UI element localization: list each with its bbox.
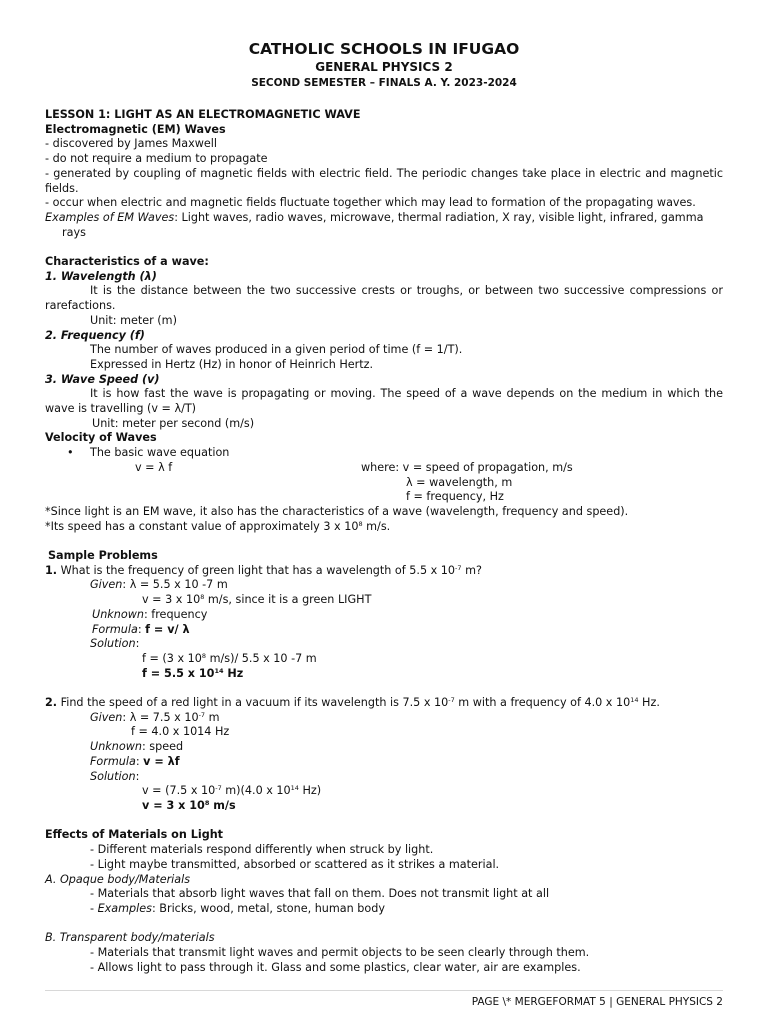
- examples-text: : Light waves, radio waves, microwave, thermal radiation, X ray, visible light, infrared, gamma: [174, 210, 704, 224]
- subject-title: GENERAL PHYSICS 2: [315, 60, 453, 74]
- velocity-bullet: [45, 446, 723, 461]
- problem-2-exponent-1: -7: [448, 696, 455, 705]
- answer-text: v = 3 x 10: [142, 799, 205, 812]
- given-value: : λ = 7.5 x 10: [122, 710, 199, 724]
- note2-unit: m/s.: [362, 519, 391, 533]
- frequency-title: 2. Frequency (f): [45, 328, 145, 342]
- sol-text: f = (3 x 10: [142, 651, 202, 665]
- velocity-bullet-text: The basic wave equation: [90, 446, 230, 460]
- given-label: Given: [90, 578, 123, 592]
- sol-exponent-1: -7: [215, 784, 222, 793]
- problem-2-unknown: [45, 740, 723, 755]
- velocity-note-1: *Since light is an EM wave, it also has the characteristics of a wave (wavelength, frequency and speed).: [45, 504, 629, 518]
- problem-2-question: [45, 696, 723, 711]
- em-point-4: - occur when electric and magnetic fields fluctuate together which may lead to formation of the propagating waves.: [45, 196, 696, 210]
- em-point-1: - discovered by James Maxwell: [45, 137, 218, 151]
- problem-1-solution: [45, 637, 723, 652]
- effects-line-1: - Different materials respond differently when struck by light.: [90, 843, 434, 857]
- problem-1-solution-step: [45, 652, 723, 667]
- wavelength-unit: Unit: meter (m): [90, 313, 177, 327]
- problem-1-given: [45, 578, 723, 593]
- note2-exponent: 8: [358, 519, 363, 528]
- problem-2-solution-step: [45, 784, 723, 799]
- solution-label: Solution: [90, 769, 136, 783]
- problem-1-number: 1.: [45, 563, 58, 577]
- problem-2-number: 2.: [45, 696, 58, 710]
- speed-desc: It is how fast the wave is propagating or moving. The speed of a wave depends on the medium in which the wave is travelling (v = λ/T): [45, 387, 723, 416]
- bullet-icon: •: [67, 446, 74, 460]
- opaque-title: A. Opaque body/Materials: [45, 872, 191, 886]
- where-v: where: v = speed of propagation, m/s: [361, 460, 573, 474]
- opaque-line-2: [45, 902, 723, 917]
- em-point-2: - do not require a medium to propagate: [45, 152, 268, 166]
- examples-label: Examples of EM Waves: [45, 210, 175, 224]
- answer-exponent: 14: [214, 666, 224, 675]
- problem-2-solution: [45, 770, 723, 785]
- sol-text-c: Hz): [298, 784, 322, 798]
- spacer: [45, 240, 723, 255]
- problem-2-exponent-2: 14: [630, 696, 639, 705]
- wavelength-title: 1. Wavelength (λ): [45, 269, 157, 283]
- formula-label: Formula: [90, 754, 136, 768]
- speed-title: 3. Wave Speed (v): [45, 372, 160, 386]
- lesson-title: LESSON 1: LIGHT AS AN ELECTROMAGNETIC WAVE: [45, 108, 361, 121]
- given-value: : λ = 5.5 x 10 -7 m: [122, 578, 228, 592]
- velocity-heading: Velocity of Waves: [45, 431, 157, 445]
- document-page: [45, 40, 723, 975]
- problem-2-text: Find the speed of a red light in a vacuum if its wavelength is 7.5 x 10: [57, 696, 449, 710]
- problem-2-mid: m with a frequency of 4.0 x 10: [454, 696, 631, 710]
- given2-exponent: 8: [200, 593, 205, 602]
- problem-1-exponent: -7: [455, 563, 462, 572]
- speed-unit: Unit: meter per second (m/s): [92, 416, 255, 430]
- answer-unit: m/s: [209, 799, 236, 812]
- em-examples-cont: rays: [62, 225, 86, 239]
- em-examples: [45, 211, 723, 226]
- problem-2-given-2: f = 4.0 x 1014 Hz: [131, 725, 230, 739]
- spacer: [45, 814, 723, 829]
- unknown-value: : frequency: [143, 607, 208, 621]
- given2-post: m/s, since it is a green LIGHT: [204, 593, 372, 607]
- problem-1-unknown: [45, 608, 723, 623]
- formula-value: f = v/ λ: [145, 622, 190, 636]
- examples-label: Examples: [97, 901, 152, 915]
- formula-sep: :: [137, 622, 146, 636]
- solution-sep: :: [135, 637, 140, 651]
- sol-exponent: 8: [201, 651, 207, 660]
- dash: -: [90, 901, 98, 915]
- footer-text: PAGE \* MERGEFORMAT 5 | GENERAL PHYSICS 2: [471, 996, 723, 1008]
- term-title: SECOND SEMESTER – FINALS A. Y. 2023-2024: [251, 77, 517, 89]
- frequency-unit: Expressed in Hertz (Hz) in honor of Heinrich Hertz.: [90, 357, 374, 371]
- problem-1-given-2: [45, 593, 723, 608]
- examples-text: : Bricks, wood, metal, stone, human body: [151, 901, 385, 915]
- page-footer: [45, 990, 723, 1010]
- problem-2-answer: [45, 799, 723, 814]
- spacer: [45, 91, 723, 108]
- answer-exponent: 8: [204, 799, 210, 807]
- given2-text: v = 3 x 10: [142, 593, 201, 607]
- problem-2-formula: [45, 755, 723, 770]
- spacer: [45, 917, 723, 932]
- answer-text: f = 5.5 x 10: [142, 666, 215, 680]
- unknown-label: Unknown: [90, 740, 142, 754]
- transparent-line-1: - Materials that transmit light waves and permit objects to be seen clearly through them.: [90, 946, 590, 959]
- solution-label: Solution: [90, 637, 136, 651]
- school-title: CATHOLIC SCHOOLS IN IFUGAO: [248, 40, 520, 58]
- sample-problems-heading: Sample Problems: [48, 549, 158, 563]
- wave-equation-row: [45, 461, 723, 476]
- frequency-desc: The number of waves produced in a given period of time (f = 1/T).: [90, 343, 463, 357]
- problem-1-unit: m?: [461, 563, 482, 577]
- wave-equation: v = λ f: [135, 460, 173, 474]
- given-unit: m: [205, 710, 220, 724]
- problem-1-question: [45, 564, 723, 579]
- unknown-value: : speed: [141, 740, 184, 754]
- formula-label: Formula: [92, 622, 138, 636]
- sol-text-b: m)(4.0 x 10: [221, 784, 291, 798]
- sol-text-a: v = (7.5 x 10: [142, 784, 216, 798]
- effects-heading: Effects of Materials on Light: [45, 828, 224, 842]
- where-lambda: λ = wavelength, m: [406, 475, 513, 489]
- velocity-note-2: [45, 520, 723, 535]
- problem-1-text: What is the frequency of green light that has a wavelength of 5.5 x 10: [57, 563, 456, 577]
- em-heading: Electromagnetic (EM) Waves: [45, 122, 226, 136]
- sol-post: m/s)/ 5.5 x 10 -7 m: [206, 651, 317, 665]
- sol-exponent-2: 14: [290, 784, 299, 793]
- wavelength-desc: It is the distance between the two successive crests or troughs, or between two successive compressions or rarefactions.: [45, 284, 723, 313]
- opaque-line-1: - Materials that absorb light waves that fall on them. Does not transmit light at all: [90, 887, 550, 901]
- problem-2-given: [45, 711, 723, 726]
- transparent-title: B. Transparent body/materials: [45, 931, 215, 945]
- formula-value: v = λf: [143, 754, 180, 768]
- where-f: f = frequency, Hz: [406, 490, 504, 504]
- problem-2-unit: Hz.: [638, 696, 660, 710]
- formula-sep: :: [135, 754, 144, 768]
- solution-sep: :: [135, 769, 140, 783]
- given-label: Given: [90, 710, 123, 724]
- transparent-line-2: - Allows light to pass through it. Glass and some plastics, clear water, air are examples.: [90, 960, 581, 974]
- problem-1-answer: [45, 667, 723, 682]
- em-point-3: - generated by coupling of magnetic fields with electric field. The periodic changes take place in electric and magnetic fields.: [45, 166, 723, 195]
- spacer: [45, 534, 723, 549]
- unknown-label: Unknown: [92, 607, 144, 621]
- effects-line-2: - Light maybe transmitted, absorbed or scattered as it strikes a material.: [90, 857, 500, 871]
- note2-text: *Its speed has a constant value of approximately 3 x 10: [45, 519, 359, 533]
- spacer: [45, 681, 723, 696]
- given-exponent: -7: [198, 710, 206, 719]
- characteristics-heading: Characteristics of a wave:: [45, 255, 209, 269]
- answer-unit: Hz: [223, 666, 244, 680]
- problem-1-formula: [45, 623, 723, 638]
